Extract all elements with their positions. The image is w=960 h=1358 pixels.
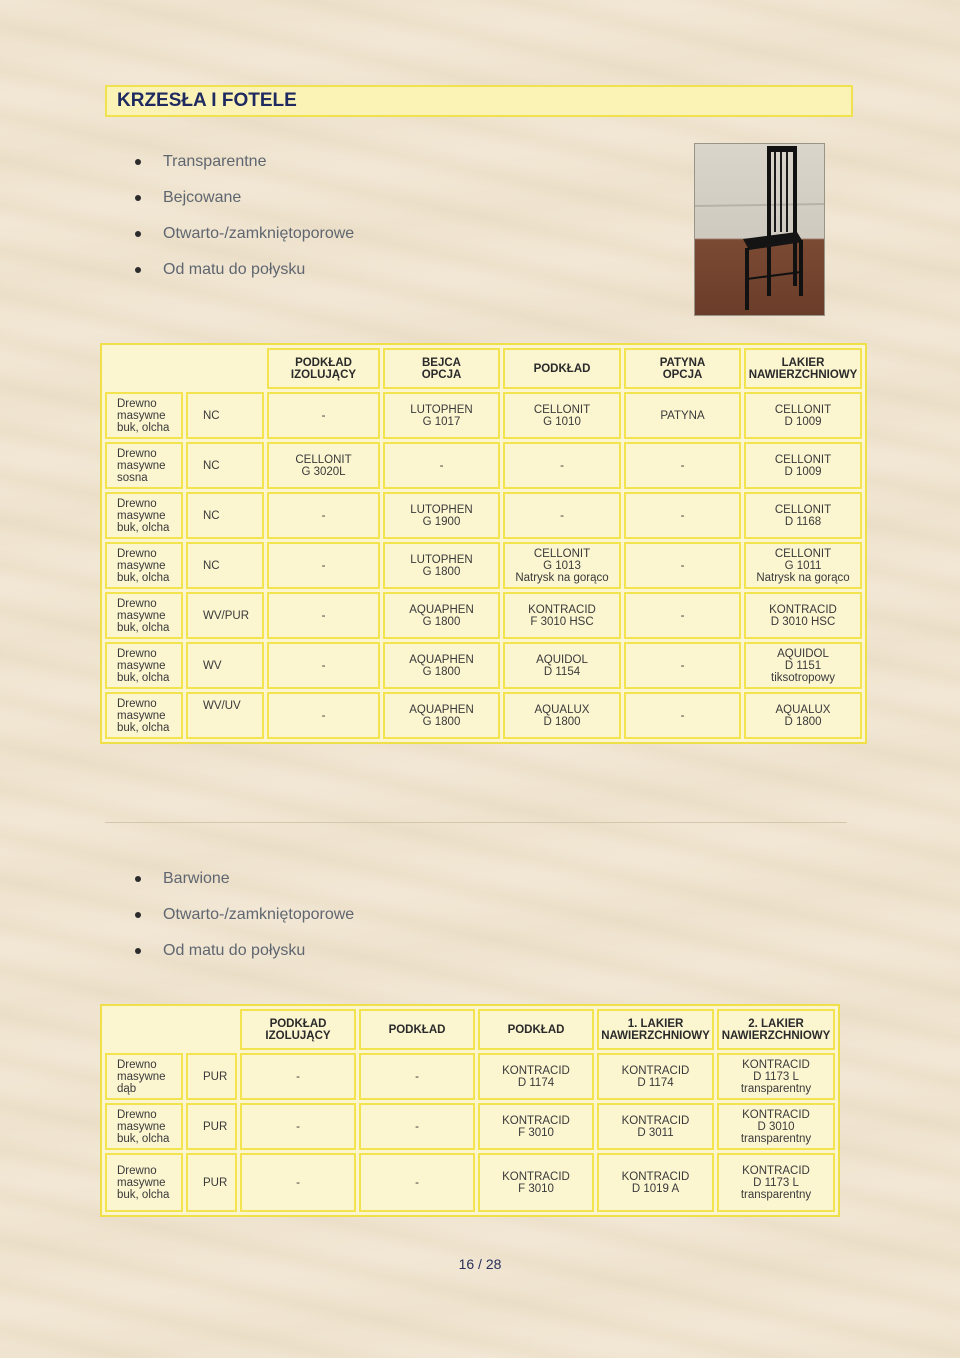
table-cell: AQUALUX D 1800: [503, 692, 621, 739]
table-cell: Drewno masywne buk, olcha: [105, 392, 183, 439]
table-cell: PATYNA: [624, 392, 741, 439]
table-cell: PUR: [186, 1153, 237, 1212]
list-item: Od matu do połysku: [135, 933, 354, 969]
bullet-dot-icon: [135, 948, 141, 954]
chair-photo: [694, 143, 825, 316]
table-row: [105, 642, 862, 689]
table-cell: Drewno masywne buk, olcha: [105, 592, 183, 639]
table-cell: CELLONIT D 1009: [744, 442, 862, 489]
chair-illustration: [695, 144, 825, 316]
table-cell: WV: [186, 642, 264, 689]
table-cell: CELLONIT G 1010: [503, 392, 621, 439]
table-cell: -: [240, 1053, 356, 1100]
table-cell: -: [267, 392, 380, 439]
table-cell: KONTRACID F 3010: [478, 1103, 594, 1150]
table-row: [105, 492, 862, 539]
table-cell: WV/PUR: [186, 592, 264, 639]
list-item: Bejcowane: [135, 180, 354, 216]
table-cell: -: [359, 1153, 475, 1212]
table-cell: LUTOPHEN G 1800: [383, 542, 500, 589]
table-cell: CELLONIT G 1013 Natrysk na gorąco: [503, 542, 621, 589]
table-row: [105, 392, 862, 439]
table-cell: PUR: [186, 1103, 237, 1150]
table-header-cell: PATYNA OPCJA: [624, 348, 741, 389]
table-cell: Drewno masywne sosna: [105, 442, 183, 489]
table-cell: AQUIDOL D 1154: [503, 642, 621, 689]
table-cell: CELLONIT G 1011 Natrysk na gorąco: [744, 542, 862, 589]
table-cell: AQUALUX D 1800: [744, 692, 862, 739]
table-row: [105, 1053, 835, 1100]
list-item: Otwarto-/zamkniętoporowe: [135, 216, 354, 252]
bullet-dot-icon: [135, 195, 141, 201]
table-cell: NC: [186, 392, 264, 439]
list-item: Od matu do połysku: [135, 252, 354, 288]
table-row: [105, 1103, 835, 1150]
table-cell: -: [503, 442, 621, 489]
bullet-dot-icon: [135, 876, 141, 882]
page-number: 16 / 28: [458, 1256, 502, 1272]
table-cell: Drewno masywne buk, olcha: [105, 1153, 183, 1212]
bullet-dot-icon: [135, 231, 141, 237]
table-cell: -: [624, 642, 741, 689]
list-item: Transparentne: [135, 144, 354, 180]
table-cell: -: [359, 1053, 475, 1100]
table-cell: NC: [186, 492, 264, 539]
table-header-cell: PODKŁAD: [503, 348, 621, 389]
table-cell: -: [624, 542, 741, 589]
bullet-list-bottom: [135, 861, 354, 969]
table-cell: Drewno masywne buk, olcha: [105, 1103, 183, 1150]
table-cell: Drewno masywne buk, olcha: [105, 492, 183, 539]
table-cell: LUTOPHEN G 1900: [383, 492, 500, 539]
table-cell: Drewno masywne buk, olcha: [105, 542, 183, 589]
table-row: [105, 692, 862, 739]
table-cell: -: [267, 642, 380, 689]
table-cell: KONTRACID D 3010 transparentny: [717, 1103, 835, 1150]
table-cell: LUTOPHEN G 1017: [383, 392, 500, 439]
table-cell: -: [624, 442, 741, 489]
table-cell: -: [503, 492, 621, 539]
table-cell: KONTRACID D 1174: [478, 1053, 594, 1100]
table-row: [105, 542, 862, 589]
table-header-cell: 1. LAKIER NAWIERZCHNIOWY: [597, 1009, 714, 1050]
table-header-row: [105, 1009, 835, 1050]
table-cell: KONTRACID D 1019 A: [597, 1153, 714, 1212]
table-cell: -: [624, 592, 741, 639]
table-cell: -: [267, 692, 380, 739]
table-cell: CELLONIT D 1009: [744, 392, 862, 439]
table-cell: -: [267, 592, 380, 639]
table-cell: WV/UV: [186, 692, 264, 739]
page-title: KRZESŁA I FOTELE: [105, 85, 853, 117]
table-cell: KONTRACID D 1173 L transparentny: [717, 1053, 835, 1100]
finish-table-transparent: [100, 343, 867, 744]
bullet-dot-icon: [135, 267, 141, 273]
table-header-cell: 2. LAKIER NAWIERZCHNIOWY: [717, 1009, 835, 1050]
table-header-cell: PODKŁAD IZOLUJĄCY: [267, 348, 380, 389]
bullet-dot-icon: [135, 159, 141, 165]
table-cell: -: [624, 692, 741, 739]
table-cell: -: [383, 442, 500, 489]
bullet-dot-icon: [135, 912, 141, 918]
table-cell: Drewno masywne buk, olcha: [105, 692, 183, 739]
table-cell: PUR: [186, 1053, 237, 1100]
table-header-cell: PODKŁAD IZOLUJĄCY: [240, 1009, 356, 1050]
table-cell: AQUAPHEN G 1800: [383, 642, 500, 689]
table-header-cell: [105, 348, 183, 389]
table-row: [105, 1153, 835, 1212]
table-header-cell: [105, 1009, 237, 1050]
table-cell: NC: [186, 442, 264, 489]
table-cell: NC: [186, 542, 264, 589]
table-cell: KONTRACID D 3010 HSC: [744, 592, 862, 639]
table-cell: -: [624, 492, 741, 539]
list-item: Otwarto-/zamkniętoporowe: [135, 897, 354, 933]
table-cell: -: [267, 542, 380, 589]
table-cell: -: [359, 1103, 475, 1150]
table-header-row: [105, 348, 862, 389]
table-cell: KONTRACID F 3010 HSC: [503, 592, 621, 639]
table-header-cell: PODKŁAD: [359, 1009, 475, 1050]
table-cell: AQUAPHEN G 1800: [383, 592, 500, 639]
table-cell: KONTRACID D 1173 L transparentny: [717, 1153, 835, 1212]
table-row: [105, 442, 862, 489]
table-cell: AQUAPHEN G 1800: [383, 692, 500, 739]
table-cell: KONTRACID D 3011: [597, 1103, 714, 1150]
table-cell: KONTRACID F 3010: [478, 1153, 594, 1212]
table-cell: AQUIDOL D 1151 tiksotropowy: [744, 642, 862, 689]
table-cell: CELLONIT G 3020L: [267, 442, 380, 489]
table-cell: -: [240, 1103, 356, 1150]
table-cell: KONTRACID D 1174: [597, 1053, 714, 1100]
list-item: Barwione: [135, 861, 354, 897]
table-cell: Drewno masywne dąb: [105, 1053, 183, 1100]
table-header-cell: BEJCA OPCJA: [383, 348, 500, 389]
table-cell: -: [267, 492, 380, 539]
section-divider: [105, 822, 847, 823]
table-header-cell: [186, 348, 264, 389]
bullet-list-top: [135, 144, 354, 288]
finish-table-colored: [100, 1004, 840, 1217]
table-cell: CELLONIT D 1168: [744, 492, 862, 539]
table-cell: -: [240, 1153, 356, 1212]
table-row: [105, 592, 862, 639]
table-header-cell: LAKIER NAWIERZCHNIOWY: [744, 348, 862, 389]
table-header-cell: PODKŁAD: [478, 1009, 594, 1050]
table-cell: Drewno masywne buk, olcha: [105, 642, 183, 689]
